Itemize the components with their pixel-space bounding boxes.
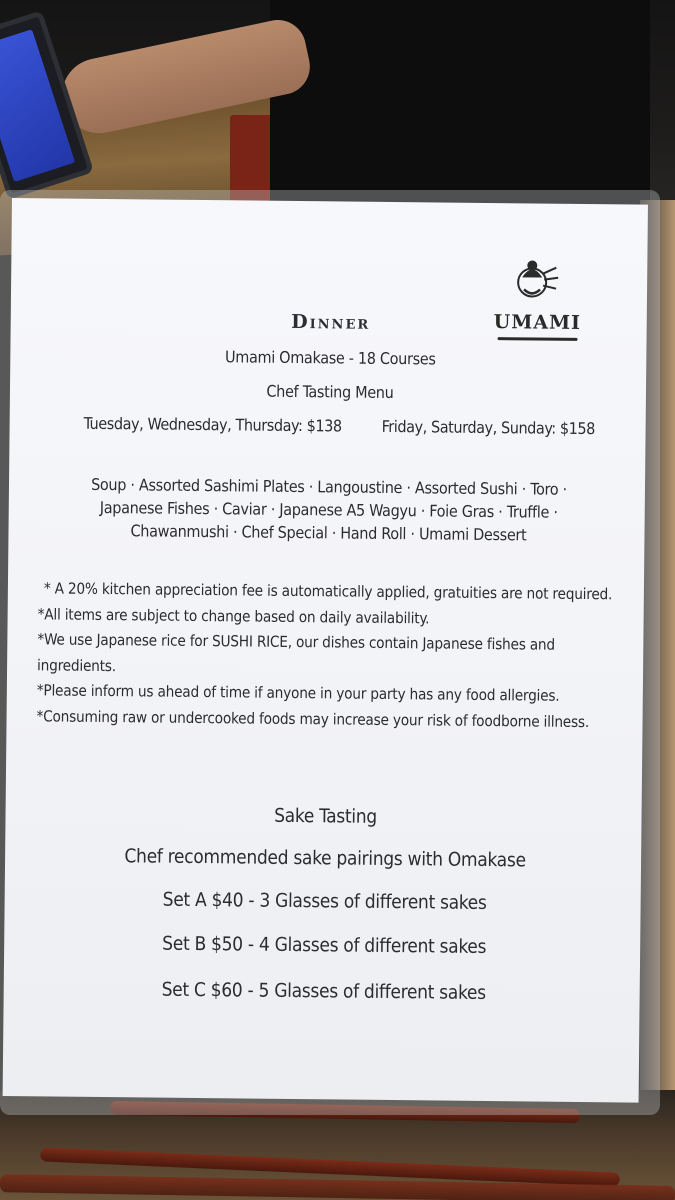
sake-set-b: Set B $50 - 4 Glasses of different sakes: [162, 932, 487, 959]
sake-description: Chef recommended sake pairings with Omakase: [124, 845, 526, 872]
menu-title: Dinner: [291, 310, 371, 334]
note-item: *Consuming raw or undercooked foods may increase your risk of foodborne illness.: [36, 706, 590, 731]
sake-title: Sake Tasting: [274, 804, 378, 828]
sake-set-c: Set C $60 - 5 Glasses of different sakes: [161, 978, 486, 1005]
note-item: *Please inform us ahead of time if anyone in your party has any food allergies.: [36, 681, 560, 705]
course-list-line: Chawanmushi · Chef Special · Hand Roll · Umami Dessert: [130, 521, 527, 545]
weekend-price: Friday, Saturday, Sunday: $158: [381, 416, 596, 439]
note-item: *All items are subject to change based on daily availability.: [37, 604, 430, 627]
logo-wordmark: UMAMI: [493, 311, 582, 334]
course-list-line: Japanese Fishes · Caviar · Japanese A5 Wagyu · Foie Gras · Truffle ·: [99, 497, 558, 522]
logo-underline: [498, 337, 578, 341]
course-list-line: Soup · Assorted Sashimi Plates · Langoustine · Assorted Sushi · Toro ·: [91, 474, 567, 499]
chef-icon: [514, 255, 561, 305]
omakase-subtitle: Umami Omakase - 18 Courses: [224, 347, 436, 369]
weekday-price: Tuesday, Wednesday, Thursday: $138: [83, 413, 342, 436]
sake-set-a: Set A $40 - 3 Glasses of different sakes: [162, 888, 487, 915]
menu-notes: [36, 576, 623, 735]
tasting-menu-subtitle: Chef Tasting Menu: [266, 381, 394, 403]
note-item: *We use Japanese rice for SUSHI RICE, our dishes contain Japanese fishes and ingredients.: [37, 630, 556, 675]
menu-sheet: [3, 198, 648, 1103]
note-item: * A 20% kitchen appreciation fee is automatically applied, gratuities are not required.: [43, 579, 613, 604]
